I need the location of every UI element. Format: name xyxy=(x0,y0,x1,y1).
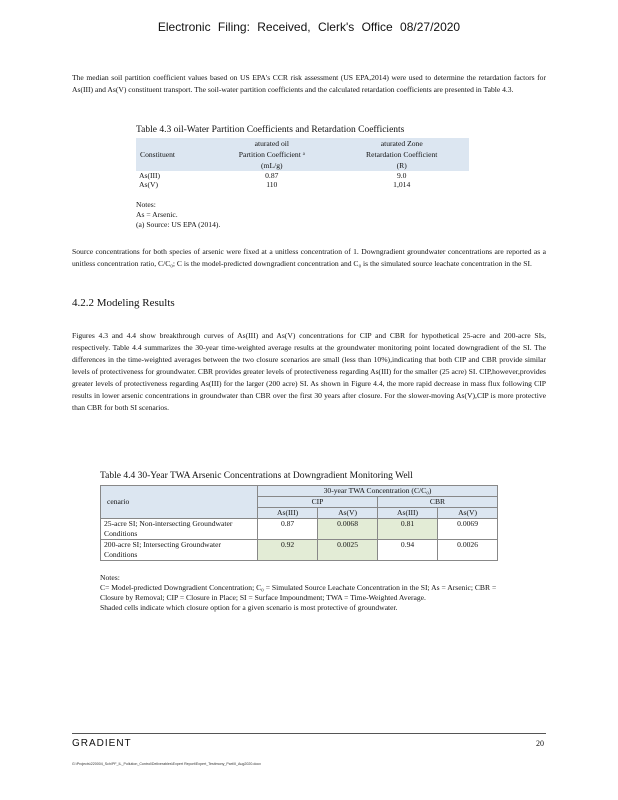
paragraph-modeling-results: Figures 4.3 and 4.4 show breakthrough curves of As(III) and As(V) concentrations for CIP and CBR for hypothetical 25-acre and 200-acre SIs, respectively. Table 4.4 summarizes the 30-year time-weighted average results at the groundwater monitoring point located downgradient of the SI. The differences in the time-weighted averages between the two closure scenarios are small (less than 10%),indicating that both CIP and CBR provide similar levels of protectiveness for groundwater. CBR provides greater levels of protectiveness regarding As(III) for the smaller (25 acre) SI. CIP,however,provides greater levels of protectiveness regarding As(III) for the larger (200 acre) SI. As shown in Figure 4.4, the more rapid decrease in mass flux following CIP results in lower arsenic concentrations in groundwater than CBR over the first 30 years after closure. For the slower-moving As(V),CIP is more protective than CBR for both SI scenarios. xyxy=(72,331,546,412)
table-cell-scenario: 200-acre SI; Intersecting Groundwater Conditions xyxy=(101,540,258,561)
table-cell-constituent: As(III) xyxy=(139,171,161,180)
table-4-4 xyxy=(100,485,498,561)
note-line: C= Model-predicted Downgradient Concentration; C₀ = Simulated Source Leachate Concentration in the SI; As = Arsenic; CBR = Closure by Removal; CIP = Closure in Place; SI = Surface Impoundment; TWA = Time-Weighted Average. xyxy=(100,583,497,602)
paragraph-source-concentrations: Source concentrations for both species of arsenic were fixed at a unitless concentration of 1. Downgradient groundwater concentrations are reported as a unitless concentration ratio, C/C₀; C is the model-predicted downgradient concentration and C₀ is the simulated source leachate concentration in the SI. xyxy=(72,247,546,268)
table-header-r-line2: Retardation Coefficient xyxy=(334,149,469,160)
table-cell-value: 0.87 xyxy=(258,519,318,540)
table-cell-r: 1,014 xyxy=(393,180,411,189)
table-cell-kd: 110 xyxy=(266,180,278,189)
table-subheader: As(III) xyxy=(258,508,318,519)
table-header-kd-line3: (mL/g) xyxy=(209,160,334,171)
table-cell-kd: 0.87 xyxy=(265,171,279,180)
table-header-kd-line1: aturated oil xyxy=(209,138,334,149)
file-path: G:\Projects\220004_Sch\PF_IL_Pollution_Control\Deliverables\Expert Report\Expert_Testimony_Part\II_Aug2020.docx xyxy=(72,762,261,766)
table-subheader: As(III) xyxy=(377,508,437,519)
table-cell-constituent: As(V) xyxy=(139,180,158,189)
table-4-3-notes xyxy=(136,200,220,230)
table-header-cbr: CBR xyxy=(377,497,497,508)
table-row xyxy=(101,519,498,540)
table-cell-scenario: 25-acre SI; Non-intersecting Groundwater Conditions xyxy=(101,519,258,540)
table-cell-value-shaded: 0.0025 xyxy=(318,540,378,561)
table-header-r-line3: (R) xyxy=(334,160,469,171)
table-cell-value: 0.94 xyxy=(377,540,437,561)
table-cell-value-shaded: 0.81 xyxy=(377,519,437,540)
note-line: As = Arsenic. xyxy=(136,210,178,219)
note-line: (a) Source: US EPA (2014). xyxy=(136,220,221,229)
company-logo: GRADIENT xyxy=(72,738,132,749)
table-subheader: As(V) xyxy=(318,508,378,519)
table-header-scenario: cenario xyxy=(101,486,258,519)
table-header-concentration: 30-year TWA Concentration (C/C₀) xyxy=(258,486,498,497)
table-cell-value-shaded: 0.92 xyxy=(258,540,318,561)
section-heading: 4.2.2 Modeling Results xyxy=(72,297,175,309)
table-4-3-caption: Table 4.3 oil-Water Partition Coefficients and Retardation Coefficients xyxy=(136,125,405,135)
table-cell-value: 0.0069 xyxy=(438,519,498,540)
table-row xyxy=(136,180,469,189)
table-header-cip: CIP xyxy=(258,497,378,508)
footer-divider xyxy=(72,733,546,734)
table-cell-r: 9.0 xyxy=(396,171,407,180)
note-line: Notes: xyxy=(100,573,120,582)
page-number: 20 xyxy=(536,739,544,748)
table-header-r-line1: aturated Zone xyxy=(334,138,469,149)
table-4-4-caption: Table 4.4 30-Year TWA Arsenic Concentrations at Downgradient Monitoring Well xyxy=(100,471,413,481)
table-header-kd-line2: Partition Coefficient ᵃ xyxy=(209,149,334,160)
table-cell-value: 0.0026 xyxy=(438,540,498,561)
table-4-4-notes xyxy=(100,573,510,613)
table-row xyxy=(136,171,469,180)
table-header-constituent: Constituent xyxy=(136,138,209,171)
paragraph-partition-coefficients: The median soil partition coefficient values based on US EPA's CCR risk assessment (US EPA,2014) were used to determine the retardation factors for As(III) and As(V) constituent transport. The soil-water partition coefficients and the calculated retardation coefficients are presented in Table 4.3. xyxy=(72,73,546,94)
table-cell-value-shaded: 0.0068 xyxy=(318,519,378,540)
note-line: Shaded cells indicate which closure option for a given scenario is most protective of groundwater. xyxy=(100,603,398,612)
note-line: Notes: xyxy=(136,200,156,209)
table-4-3 xyxy=(136,138,469,189)
table-row xyxy=(101,540,498,561)
table-subheader: As(V) xyxy=(438,508,498,519)
filing-header: Electronic Filing: Received, Clerk's Office 08/27/2020 xyxy=(157,20,461,34)
